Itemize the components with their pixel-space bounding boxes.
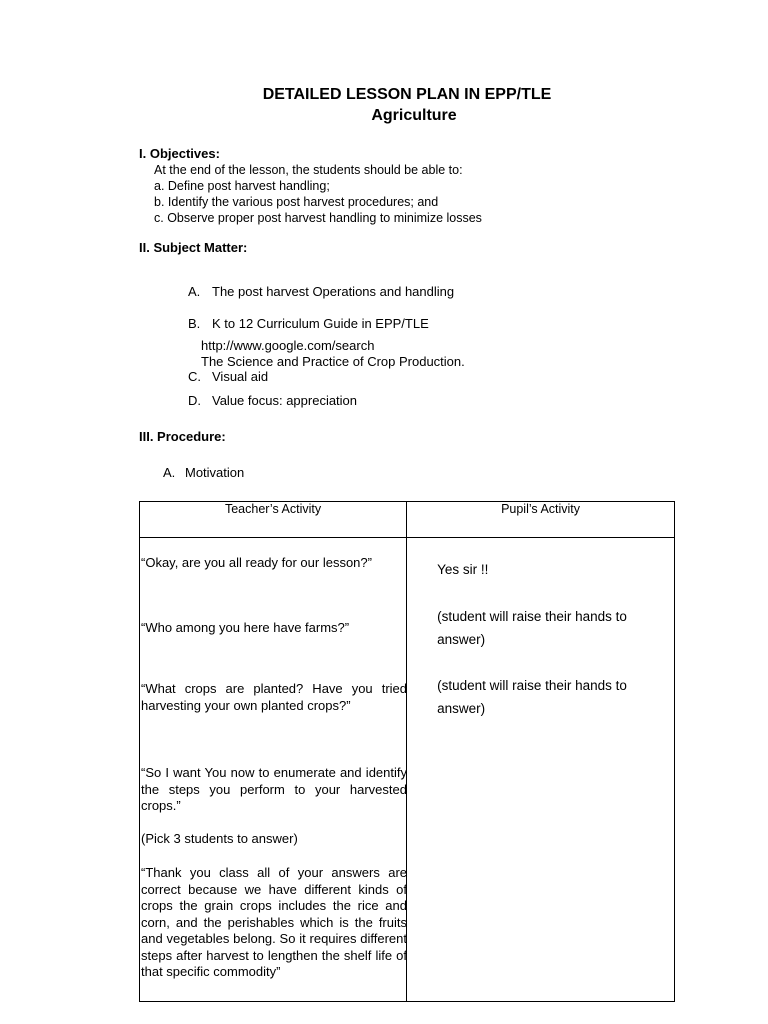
pupil-line: (student will raise their hands to answer) — [437, 678, 627, 716]
subject-matter-heading: II. Subject Matter: — [139, 240, 248, 255]
list-marker: A. — [163, 465, 176, 480]
subject-item-c — [188, 369, 268, 384]
table-header-row — [140, 502, 675, 538]
list-marker: C. — [188, 369, 201, 384]
pupil-activity-header: Pupil’s Activity — [407, 502, 675, 538]
teacher-line: “So I want You now to enumerate and identify the steps you perform to your harvested crops.” — [141, 765, 407, 813]
subject-item-text: K to 12 Curriculum Guide in EPP/TLE — [212, 316, 429, 331]
objectives-heading: I. Objectives: — [139, 146, 220, 161]
teacher-line: (Pick 3 students to answer) — [141, 831, 298, 846]
objective-item: b. Identify the various post harvest procedures; and — [154, 195, 439, 209]
teacher-line: “Okay, are you all ready for our lesson?” — [141, 555, 372, 570]
list-marker: A. — [188, 284, 201, 299]
subject-item-text: Visual aid — [212, 369, 269, 384]
teacher-line: “Thank you class all of your answers are correct because we have different kinds of crops the grain crops includes the rice and corn, and the perishables which is the fruits and vegetables belong. So it requires different steps after harvest to lengthen the shelf life of that specific commodity” — [141, 865, 407, 979]
objectives-list — [154, 162, 482, 226]
pupil-line: Yes sir !! — [437, 562, 489, 577]
motivation-label: Motivation — [185, 465, 245, 480]
procedure-heading: III. Procedure: — [139, 429, 226, 444]
objectives-intro: At the end of the lesson, the students should be able to: — [154, 163, 463, 177]
document-title: DETAILED LESSON PLAN IN EPP/TLE — [262, 86, 552, 103]
subject-item-a — [188, 284, 454, 299]
list-marker: D. — [188, 393, 201, 408]
subject-item-d — [188, 393, 357, 408]
teacher-line: “What crops are planted? Have you tried harvesting your own planted crops?” — [141, 681, 407, 713]
motivation-item — [163, 465, 244, 480]
subject-item-text: Value focus: appreciation — [212, 393, 358, 408]
objective-item: a. Define post harvest handling; — [154, 179, 330, 193]
pupil-line: (student will raise their hands to answer) — [437, 609, 627, 647]
list-marker: B. — [188, 316, 201, 331]
table-row — [140, 538, 675, 1002]
pupil-activity-cell — [407, 538, 675, 1002]
objective-item: c. Observe proper post harvest handling to minimize losses — [154, 211, 482, 225]
reference-book: The Science and Practice of Crop Production. — [201, 354, 465, 369]
subject-item-b — [188, 316, 429, 331]
teacher-activity-cell — [140, 538, 407, 1002]
document-subtitle: Agriculture — [371, 107, 457, 124]
teacher-activity-header: Teacher’s Activity — [140, 502, 407, 538]
activity-table — [139, 501, 675, 1002]
teacher-line: “Who among you here have farms?” — [141, 620, 350, 635]
reference-url: http://www.google.com/search — [201, 338, 375, 353]
subject-item-text: The post harvest Operations and handling — [212, 284, 455, 299]
